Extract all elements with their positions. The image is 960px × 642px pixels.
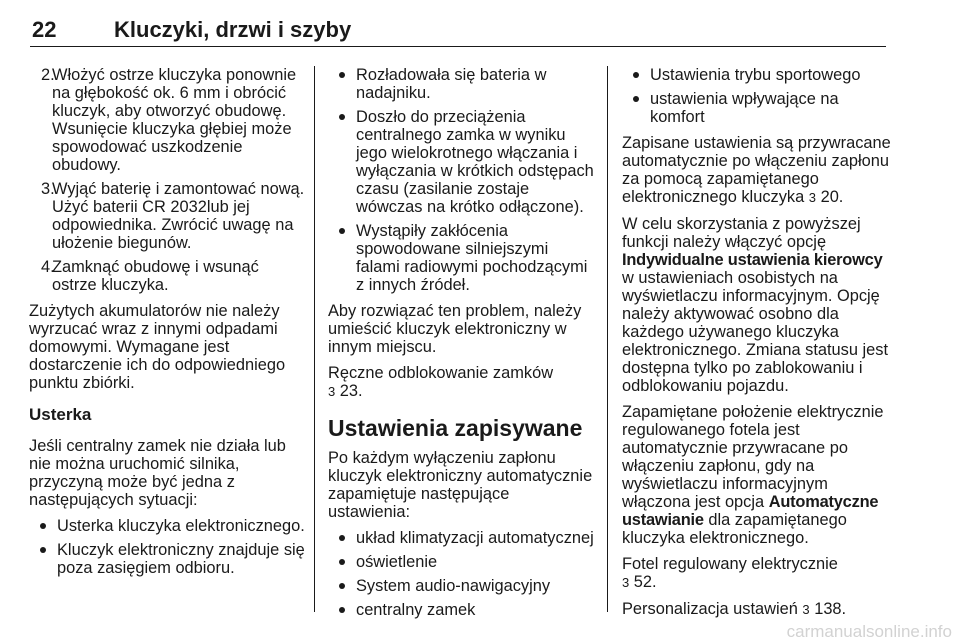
bullet-icon (339, 114, 345, 120)
list-item: centralny zamek (328, 601, 594, 619)
menu-option-name: Indywidualne ustawienia kierowcy (622, 251, 883, 269)
list-item: Rozładowała się bateria w nadajniku. (328, 66, 594, 102)
restore-text: Zapisane ustawienia są przywracane automatycznie po włączeniu zapłonu za pomocą zapamiętanego elektronicznego kluczyka 3 20. (622, 134, 891, 206)
seat-memory-text: Zapamiętane położenie elektrycznie regulowanego fotela jest automatycznie przywracane po włączeniu zapłonu, gdy na wyświetlaczu informacyjnym włączona jest opcja Automatyczne ustawianie dla zapamiętanego kluczyka elektronicznego. (622, 403, 884, 547)
list-item: oświetlenie (328, 553, 594, 571)
bullet-icon (339, 72, 345, 78)
bullet-icon (339, 583, 345, 589)
page-reference-link[interactable]: 52. (633, 573, 657, 591)
solution-text: Aby rozwiązać ten problem, należy umieścić kluczyk elektroniczny w innym miejscu. (328, 302, 582, 356)
list-item: System audio-nawigacyjny (328, 577, 594, 595)
stored-settings-list (328, 529, 594, 619)
list-item: Kluczyk elektroniczny znajduje się poza zasięgiem odbioru. (29, 541, 305, 577)
column-divider (314, 66, 315, 612)
bullet-icon (633, 96, 639, 102)
manual-unlock-reference: Ręczne odblokowanie zamków 3 23. (328, 364, 554, 400)
fault-causes-list (29, 517, 305, 577)
page-reference-arrow-icon: 3 (802, 602, 810, 617)
page-reference-link[interactable]: 20. (820, 188, 844, 206)
personalization-reference: Personalizacja ustawień 3 138. (622, 600, 847, 618)
page-reference-arrow-icon: 3 (622, 575, 630, 590)
bullet-icon (40, 547, 46, 553)
seat-adjust-reference: Fotel regulowany elektrycznie 3 52. (622, 555, 838, 591)
list-item: Ustawienia trybu sportowego (622, 66, 892, 84)
column-2 (328, 66, 594, 627)
column-3 (622, 66, 892, 627)
page-header (30, 8, 886, 47)
watermark: carmanualsonline.info (786, 622, 952, 641)
battery-steps-list (29, 66, 305, 294)
enable-option-text: W celu skorzystania z powyższej funkcji należy włączyć opcję Indywidualne ustawienia kierowcy w ustawieniach osobistych na wyświetlaczu informacyjnym. Opcję należy aktywować osobno dla każdego używanego kluczyka elektronicznego. Zmiana statusu jest dostępna tylko po zablokowaniu i odblokowaniu pojazdu. (622, 215, 889, 395)
list-item: Wystąpiły zakłócenia spowodowane silniejszymi falami radiowymi pochodzącymi z innych źródeł. (328, 222, 594, 294)
list-item: 3. Wyjąć baterię i zamontować nową. Użyć baterii CR 2032lub jej odpowiednika. Zwrócić uwagę na ułożenie biegunów. (41, 180, 305, 252)
stored-settings-list-continued (622, 66, 892, 126)
chapter-title: Kluczyki, drzwi i szyby (114, 17, 352, 42)
page-number: 22 (32, 17, 57, 42)
page-reference-arrow-icon: 3 (808, 190, 817, 205)
fault-intro: Jeśli centralny zamek nie działa lub nie można uruchomić silnika, przyczyną może być jedna z następujących sytuacji: (29, 437, 286, 509)
bullet-icon (339, 228, 345, 234)
bullet-icon (633, 72, 639, 78)
list-item: Usterka kluczyka elektronicznego. (29, 517, 305, 535)
column-1 (29, 66, 305, 585)
fault-heading: Usterka (29, 405, 92, 424)
page-reference-link[interactable]: 23. (339, 382, 363, 400)
bullet-icon (339, 559, 345, 565)
list-item: układ klimatyzacji automatycznej (328, 529, 594, 547)
menu-option-name: Automatyczne ustawianie (622, 493, 879, 529)
section-intro: Po każdym wyłączeniu zapłonu kluczyk elektroniczny automatycznie zapamiętuje następujące ustawienia: (328, 449, 593, 521)
column-divider (607, 66, 608, 612)
bullet-icon (339, 607, 345, 613)
bullet-icon (40, 523, 46, 529)
page-reference-link[interactable]: 138. (814, 600, 847, 618)
disposal-note: Zużytych akumulatorów nie należy wyrzucać wraz z innymi odpadami domowymi. Wymagane jest dostarczenie ich do odpowiedniego punktu zbiórki. (29, 302, 286, 392)
list-item: 4. Zamknąć obudowę i wsunąć ostrze kluczyka. (41, 258, 259, 294)
page-reference-arrow-icon: 3 (328, 384, 336, 399)
list-item: Doszło do przeciążenia centralnego zamka w wyniku jego wielokrotnego włączania i wyłączania w krótkich odstępach czasu (zasilanie zostaje wówczas na krótko odłączone). (328, 108, 594, 216)
fault-causes-list-continued (328, 66, 594, 294)
bullet-icon (339, 535, 345, 541)
list-item: 2. Włożyć ostrze kluczyka ponownie na głębokość ok. 6 mm i obrócić kluczyk, aby otworzyć obudowę. Wsunięcie kluczyka głębiej może spowodować uszkodzenie obudowy. (41, 66, 297, 174)
list-item: ustawienia wpływające na komfort (622, 90, 892, 126)
section-heading: Ustawienia zapisywane (328, 415, 583, 441)
